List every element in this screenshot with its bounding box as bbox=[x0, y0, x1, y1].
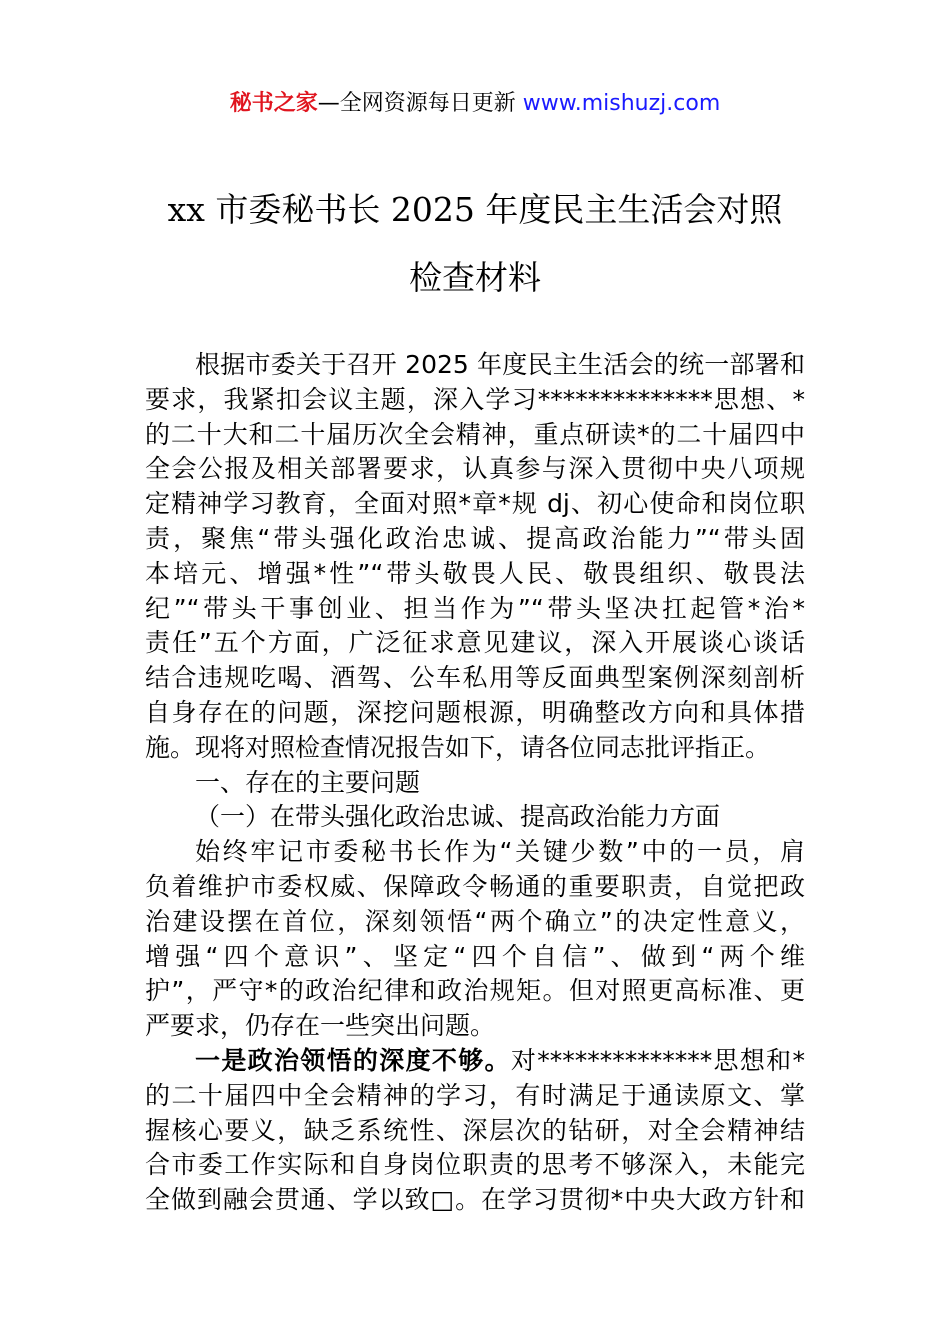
text-line: 的二十大和二十届历次全会精神，重点研读*的二十届四中 bbox=[145, 419, 805, 449]
text-line-rest: 对**************思想和* bbox=[510, 1045, 805, 1075]
text-line: 责任”五个方面，广泛征求意见建议，深入开展谈心谈话 bbox=[145, 628, 805, 658]
text-line: 严要求，仍存在一些突出问题。 bbox=[145, 1011, 496, 1041]
text-line bbox=[145, 1044, 805, 1079]
text-line: 始终牢记市委秘书长作为“关键少数”中的一员，肩 bbox=[195, 837, 805, 867]
text-line: 增强“四个意识”、坚定“四个自信”、做到“两个维 bbox=[145, 941, 805, 971]
text-line: 负着维护市委权威、保障政令畅通的重要职责，自觉把政 bbox=[145, 871, 805, 901]
text-line: 治建设摆在首位，深刻领悟“两个确立”的决定性意义， bbox=[145, 906, 805, 936]
text-line: 要求，我紧扣会议主题，深入学习**************思想、* bbox=[145, 384, 805, 414]
bold-lead: 一是政治领悟的深度不够。 bbox=[195, 1045, 511, 1075]
doc-title-line2: 检查材料 bbox=[409, 258, 541, 297]
text-line: 结合违规吃喝、酒驾、公车私用等反面典型案例深刻剖析 bbox=[145, 663, 805, 693]
text-line: 的二十届四中全会精神的学习，有时满足于通读原文、掌 bbox=[145, 1080, 805, 1110]
text-line: 根据市委关于召开 2025 年度民主生活会的统一部署和 bbox=[195, 350, 805, 379]
text-line: 纪”“带头干事创业、担当作为”“带头坚决扛起管*治* bbox=[145, 593, 805, 623]
brand-name: 秘书之家 bbox=[229, 91, 318, 116]
subsection-heading: （一）在带头强化政治忠诚、提高政治能力方面 bbox=[195, 802, 721, 832]
text-line: 握核心要义，缺乏系统性、深层次的钻研，对全会精神结 bbox=[145, 1115, 805, 1145]
text-line: 责，聚焦“带头强化政治忠诚、提高政治能力”“带头固 bbox=[145, 523, 805, 553]
section-heading: 一、存在的主要问题 bbox=[195, 767, 421, 797]
text-line: 全会公报及相关部署要求，认真参与深入贯彻中央八项规 bbox=[145, 454, 805, 484]
text-line: 合市委工作实际和自身岗位职责的思考不够深入，未能完 bbox=[145, 1150, 805, 1180]
text-line: 本培元、增强*性”“带头敬畏人民、敬畏组织、敬畏法 bbox=[145, 558, 805, 588]
text-line: 定精神学习教育，全面对照*章*规 dj、初心使命和岗位职 bbox=[145, 489, 805, 519]
doc-title-line1: xx 市委秘书长 2025 年度民主生活会对照 bbox=[167, 190, 783, 229]
text-line: 护”，严守*的政治纪律和政治规矩。但对照更高标准、更 bbox=[145, 976, 805, 1006]
text-line: 全做到融会贯通、学以致□。在学习贯彻*中央大政方针和 bbox=[145, 1185, 805, 1215]
site-url[interactable]: www.mishuzj.com bbox=[522, 91, 721, 116]
text-line: 施。现将对照检查情况报告如下，请各位同志批评指正。 bbox=[145, 732, 771, 762]
site-header bbox=[0, 88, 950, 120]
doc-body bbox=[145, 348, 805, 1218]
tagline: —全网资源每日更新 bbox=[317, 91, 523, 116]
text-line: 自身存在的问题，深挖问题根源，明确整改方向和具体措 bbox=[145, 697, 805, 727]
